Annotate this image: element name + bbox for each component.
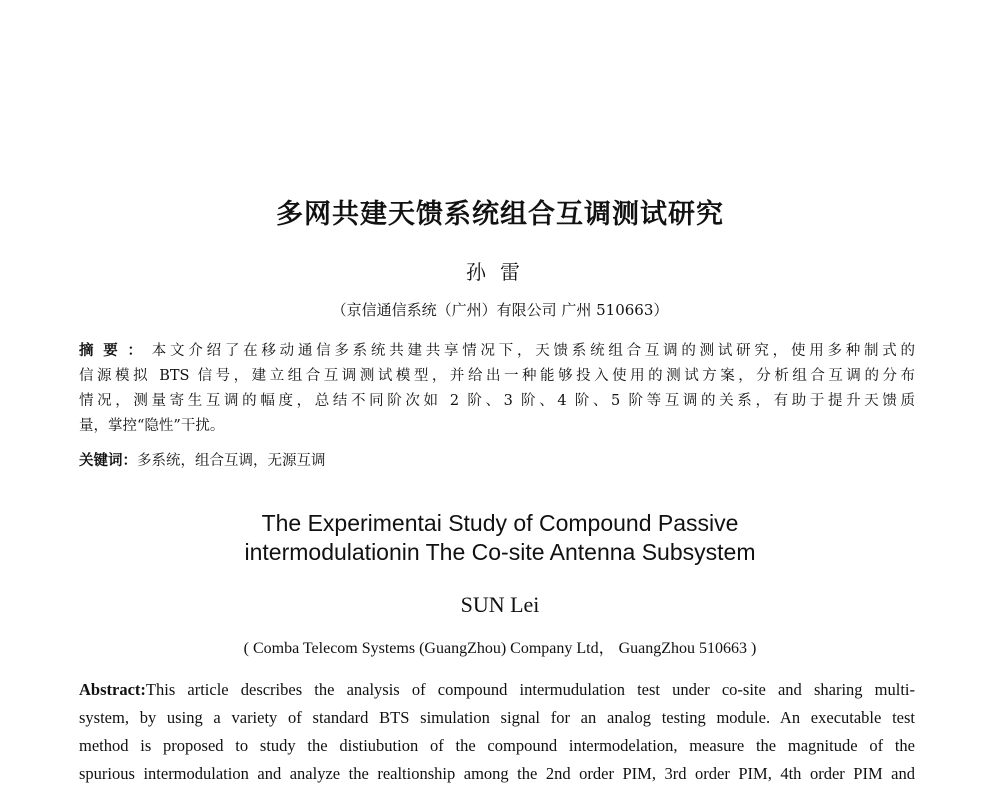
chinese-author: 孙雷 [466,260,534,284]
english-title-line-1: The Experimentai Study of Compound Passive [261,510,739,536]
english-author: SUN Lei [460,592,540,617]
chinese-title: 多网共建天馈系统组合互调测试研究 [276,199,724,230]
chinese-abstract-line-2: 信源模拟 BTS 信号，建立组合互调测试模型，并给出一种能够投入使用的测试方案，分析组合互调的分布 [79,368,915,384]
chinese-keywords-text: 多系统，组合互调，无源互调 [137,453,326,469]
english-abstract-text: This article describes the analysis of compound intermudulation test under co-site and sharing multi- [145,680,915,699]
chinese-abstract [79,339,915,439]
english-affiliation: ( Comba Telecom Systems (GuangZhou) Company Ltd， GuangZhou 510663 ) [243,640,757,657]
chinese-abstract-line-4: 量，掌控“隐性”干扰。 [79,418,225,434]
chinese-abstract-line-3: 情况，测量寄生互调的幅度，总结不同阶次如 2 阶、3 阶、4 阶、5 阶等互调的关系，有助于提升天馈质 [79,393,915,409]
chinese-keywords-label: 关键词： [79,453,137,469]
chinese-abstract-text: 本文介绍了在移动通信多系统共建共享情况下，天馈系统组合互调的测试研究，使用多种制式的 [151,343,916,359]
english-abstract [79,676,915,788]
english-abstract-line-4: spurious intermodulation and analyze the realtionship among the 2nd order PIM, 3rd order PIM, 4th order PIM and [79,764,915,783]
english-abstract-line-3: method is proposed to study the distiubution of the compound intermodelation, measure the magnitude of the [79,736,915,755]
english-abstract-line-1 [79,676,915,704]
english-title-line-2: intermodulationin The Co-site Antenna Subsystem [244,539,756,565]
english-title [0,509,1000,567]
english-abstract-line-2: system, by using a variety of standard BTS simulation signal for an analog testing module. An executable test [79,708,915,727]
chinese-keywords [79,450,915,472]
chinese-affiliation: （京信通信系统（广州）有限公司 广州 510663） [331,301,669,319]
chinese-abstract-line-1 [79,339,915,364]
chinese-abstract-label: 摘要： [79,343,152,359]
english-abstract-label: Abstract: [79,680,146,699]
